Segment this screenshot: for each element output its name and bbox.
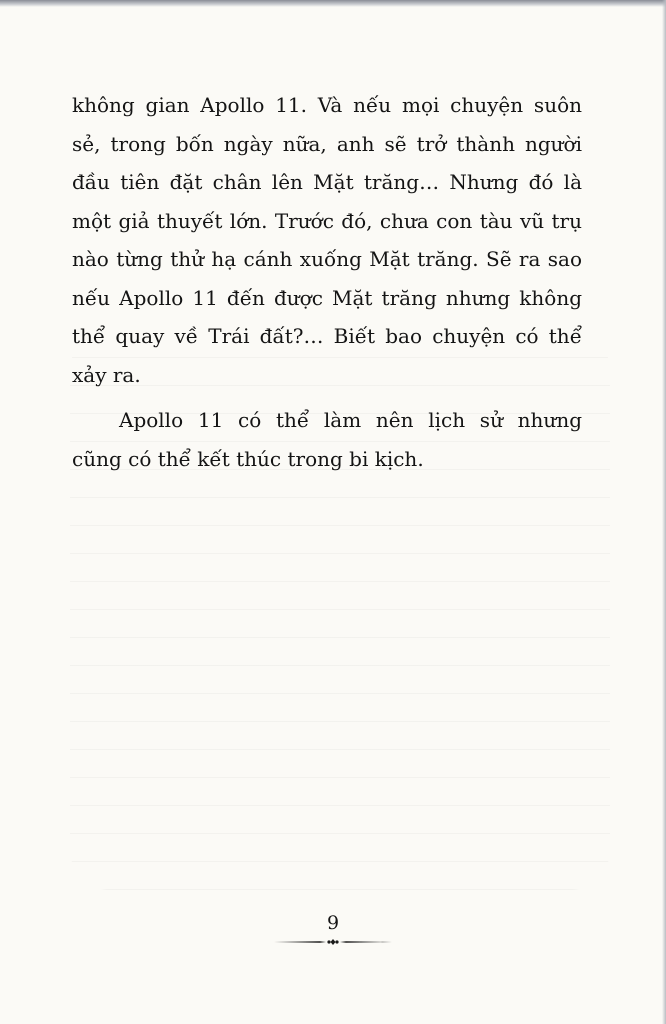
- text-line: sẻ, trong bốn ngày nữa, anh sẽ trở thành người: [72, 131, 582, 156]
- text-line: Apollo 11 có thể làm nên lịch sử nhưng: [119, 408, 582, 432]
- page-right-edge: [662, 0, 666, 1024]
- page-top-edge: [0, 0, 666, 7]
- page-number: 9: [326, 912, 340, 934]
- paragraph-1: [72, 86, 582, 394]
- footer-ornament: [274, 937, 392, 947]
- text-line: thể quay về Trái đất?… Biết bao chuyện có thể: [72, 324, 582, 348]
- text-line: đầu tiên đặt chân lên Mặt trăng… Nhưng đó là: [72, 170, 582, 194]
- text-line: nào từng thử hạ cánh xuống Mặt trăng. Sẽ ra sao: [72, 247, 582, 271]
- text-line: xảy ra.: [72, 362, 141, 387]
- text-line: một giả thuyết lớn. Trước đó, chưa con tàu vũ trụ: [72, 208, 582, 233]
- text-line: cũng có thể kết thúc trong bi kịch.: [72, 446, 424, 471]
- page-footer: [0, 911, 666, 947]
- paragraph-2: [72, 401, 582, 478]
- text-line: không gian Apollo 11. Và nếu mọi chuyện suôn: [72, 93, 582, 117]
- text-line: nếu Apollo 11 đến được Mặt trăng nhưng không: [72, 285, 582, 310]
- body-text: [72, 86, 582, 478]
